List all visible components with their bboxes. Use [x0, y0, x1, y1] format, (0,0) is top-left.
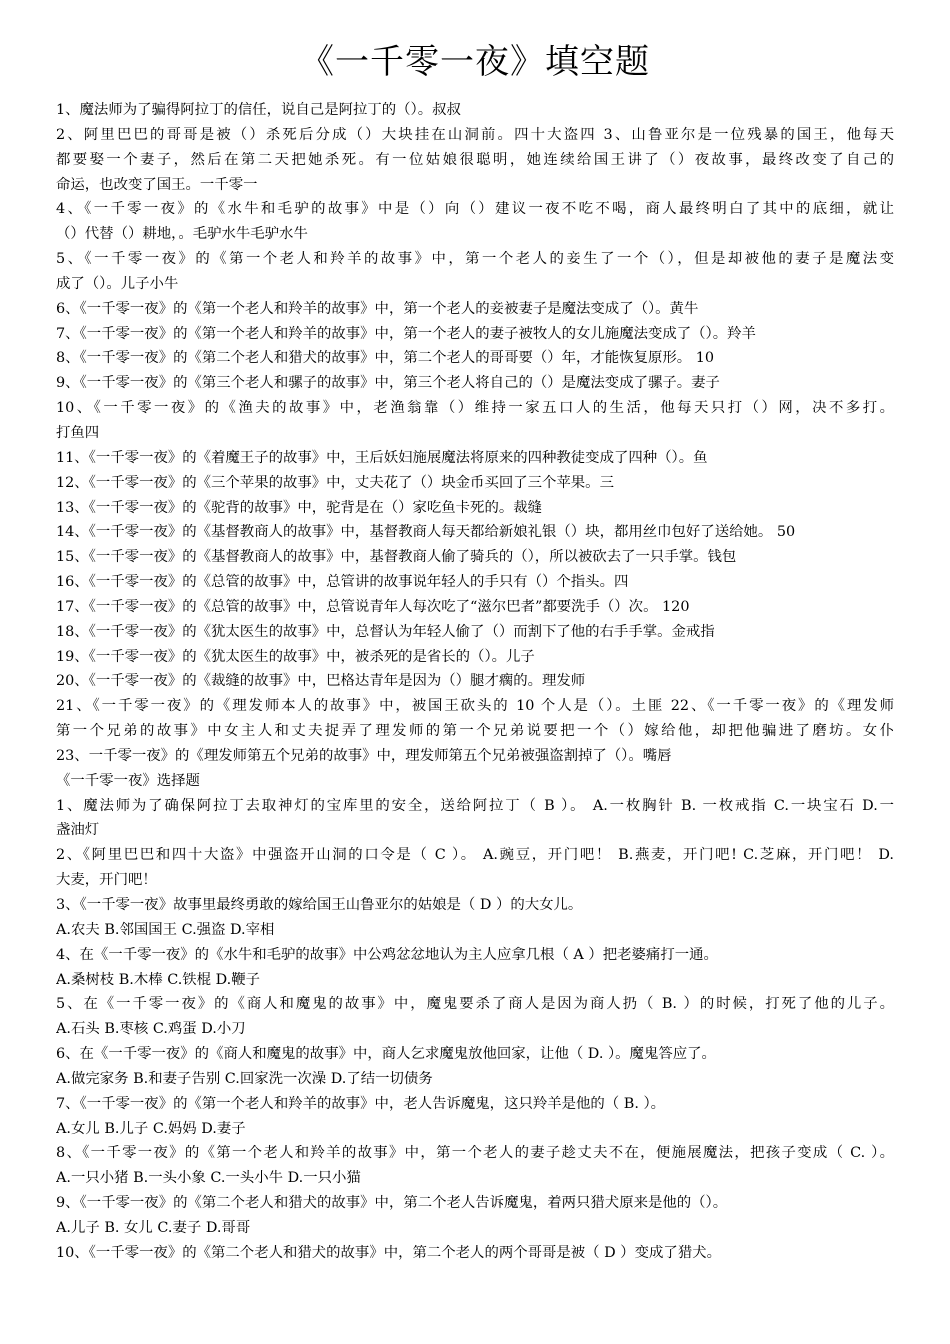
text-line: 10、《一千零一夜》的《渔夫的故事》中，老渔翁靠（）维持一家五口人的生活，他每天只打（）网，决不多打。 — [56, 400, 894, 417]
text-line: A.农夫 B.邻国国王 C.强盗 D.宰相 — [56, 921, 275, 938]
text-line: 盏油灯 — [56, 822, 100, 839]
text-line: A.儿子 B. 女儿 C.妻子 D.哥哥 — [56, 1219, 251, 1236]
text-line: A.桑树枝 B.木棒 C.铁棍 D.鞭子 — [56, 971, 261, 988]
page-title: 《一千零一夜》填空题 — [300, 42, 650, 82]
text-line: 23、一千零一夜》的《理发师第五个兄弟的故事》中，理发师第五个兄弟被强盗割掉了（）。嘴唇 — [56, 747, 672, 764]
text-line: 16、《一千零一夜》的《总管的故事》中，总管讲的故事说年轻人的手只有（）个指头。四 — [56, 574, 629, 591]
text-line: 7、《一千零一夜》的《第一个老人和羚羊的故事》中，第一个老人的妻子被牧人的女儿施魔法变成了（）。羚羊 — [56, 325, 756, 342]
text-line: 5、在《一千零一夜》的《商人和魔鬼的故事》中，魔鬼要杀了商人是因为商人扔（ B. ）的时候，打死了他的儿子。 — [56, 996, 894, 1013]
text-line: 6、在《一千零一夜》的《商人和魔鬼的故事》中，商人乞求魔鬼放他回家，让他（ D. ）。魔鬼答应了。 — [56, 1046, 716, 1063]
text-line: 6、《一千零一夜》的《第一个老人和羚羊的故事》中，第一个老人的妾被妻子是魔法变成了（）。黄牛 — [56, 300, 699, 317]
text-line: 7、《一千零一夜》的《第一个老人和羚羊的故事》中，老人告诉魔鬼，这只羚羊是他的（ B. ）。 — [56, 1095, 666, 1112]
question-list — [56, 98, 894, 1266]
text-line: 18、《一千零一夜》的《犹太医生的故事》中，总督认为年轻人偷了（）而割下了他的右手手掌。金戒指 — [56, 623, 715, 640]
text-line: 打鱼四 — [56, 424, 100, 441]
text-line: A.石头 B.枣核 C.鸡蛋 D.小刀 — [56, 1021, 246, 1038]
text-line: 21、《一千零一夜》的《理发师本人的故事》中，被国王砍头的 10 个人是（）。土匪 22、《一千零一夜》的《理发师 — [56, 698, 894, 715]
text-line: A.女儿 B.儿子 C.妈妈 D.妻子 — [56, 1120, 246, 1137]
text-line: A.一只小猪 B.一头小象 C.一头小牛 D.一只小猫 — [56, 1170, 361, 1187]
text-line: 8、《一千零一夜》的《第一个老人和羚羊的故事》中，第一个老人的妻子趁丈夫不在，便施展魔法，把孩子变成（ C. ）。 — [56, 1145, 894, 1162]
text-line: 17、《一千零一夜》的《总管的故事》中，总管说青年人每次吃了“滋尔巴者”都要洗手（）次。 120 — [56, 598, 690, 615]
text-line: 《一千零一夜》选择题 — [56, 772, 200, 789]
text-line: 命运，也改变了国王。一千零一 — [56, 176, 258, 193]
text-line: 4、《一千零一夜》的《水牛和毛驴的故事》中是（）向（）建议一夜不吃不喝，商人最终明白了其中的底细，就让 — [56, 201, 894, 218]
text-line: 8、《一千零一夜》的《第二个老人和猎犬的故事》中，第二个老人的哥哥要（）年，才能恢复原形。 10 — [56, 350, 715, 367]
text-line: 12、《一千零一夜》的《三个苹果的故事》中，丈夫花了（）块金币买回了三个苹果。三 — [56, 474, 614, 491]
text-line: 1、魔法师为了骗得阿拉丁的信任，说自己是阿拉丁的（）。叔叔 — [56, 102, 461, 118]
text-line: 9、《一千零一夜》的《第三个老人和骡子的故事》中，第三个老人将自己的（）是魔法变成了骡子。妻子 — [56, 375, 720, 392]
text-line: 11、《一千零一夜》的《着魔王子的故事》中，王后妖妇施展魔法将原来的四种教徒变成了四种（）。鱼 — [56, 449, 708, 466]
text-line: 3、《一千零一夜》故事里最终勇敢的嫁给国王山鲁亚尔的姑娘是（ D ）的大女儿。 — [56, 897, 583, 913]
text-line: 10、《一千零一夜》的《第二个老人和猎犬的故事》中，第二个老人的两个哥哥是被（ D ）变成了猎犬。 — [56, 1244, 721, 1261]
text-line: 2、《阿里巴巴和四十大盗》中强盗开山洞的口令是（ C ）。 A.豌豆，开门吧！ B.燕麦，开门吧! C.芝麻，开门吧！ D. — [56, 847, 894, 864]
text-line: 第一个兄弟的故事》中女主人和丈夫捉弄了理发师的第一个兄弟说要把一个（）嫁给他，却把他骗进了磨坊。女仆 — [56, 723, 894, 740]
text-line: 5、《一千零一夜》的《第一个老人和羚羊的故事》中，第一个老人的妾生了一个（），但是却被他的妻子是魔法变 — [56, 251, 894, 268]
text-line: 13、《一千零一夜》的《驼背的故事》中，驼背是在（）家吃鱼卡死的。裁缝 — [56, 499, 543, 516]
text-line: 大麦，开门吧！ — [56, 872, 157, 889]
text-line: 20、《一千零一夜》的《裁缝的故事》中，巴格达青年是因为（）腿才瘸的。理发师 — [56, 673, 586, 690]
text-line: 4、在《一千零一夜》的《水牛和毛驴的故事》中公鸡忿忿地认为主人应拿几根（ A ）把老婆痛打一通。 — [56, 946, 718, 963]
text-line: A.做完家务 B.和妻子告别 C.回家洗一次澡 D.了结一切债务 — [56, 1070, 433, 1087]
text-line: 19、《一千零一夜》的《犹太医生的故事》中，被杀死的是省长的（）。儿子 — [56, 648, 535, 665]
text-line: 14、《一千零一夜》的《基督教商人的故事》中，基督教商人每天都给新娘礼银（）块，都用丝巾包好了送给她。 50 — [56, 524, 796, 541]
text-line: 都要娶一个妻子，然后在第二天把她杀死。有一位姑娘很聪明，她连续给国王讲了（）夜故事，最终改变了自己的 — [56, 151, 894, 168]
text-line: 1、魔法师为了确保阿拉丁去取神灯的宝库里的安全，送给阿拉丁（ B ）。 A.一枚胸针 B. 一枚戒指 C.一块宝石 D.一 — [56, 797, 894, 814]
text-line: （）代替（）耕地，。毛驴水牛毛驴水牛 — [56, 226, 308, 243]
text-line: 9、《一千零一夜》的《第二个老人和猎犬的故事》中，第二个老人告诉魔鬼，着两只猎犬原来是他的（）。 — [56, 1195, 728, 1212]
text-line: 15、《一千零一夜》的《基督教商人的故事》中，基督教商人偷了骑兵的（），所以被砍去了一只手掌。钱包 — [56, 549, 737, 566]
text-line: 成了（）。儿子小牛 — [56, 275, 179, 292]
text-line: 2、阿里巴巴的哥哥是被（）杀死后分成（）大块挂在山洞前。四十大盗四 3、山鲁亚尔是一位残暴的国王，他每天 — [56, 126, 894, 143]
